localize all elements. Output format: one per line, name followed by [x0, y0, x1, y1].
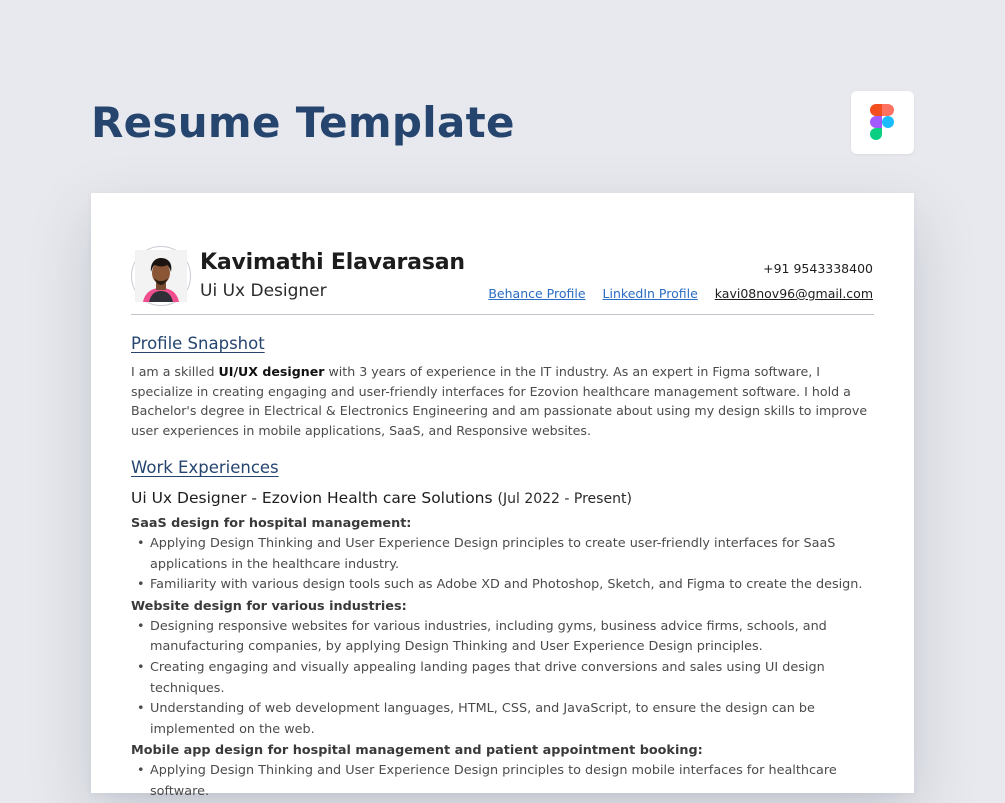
- group-list: [131, 534, 873, 596]
- group-title: SaaS design for hospital management:: [131, 516, 412, 531]
- avatar: [131, 246, 191, 306]
- list-item: • Familiarity with various design tools such as Adobe XD and Photoshop, Sketch, and Figma to create the design.: [150, 575, 873, 596]
- list-item: • Creating engaging and visually appealing landing pages that drive conversions and sales using UI design techniques.: [150, 658, 873, 699]
- person-role: Ui Ux Designer: [200, 281, 327, 301]
- job-title: [131, 487, 632, 510]
- person-name: Kavimathi Elavarasan: [200, 250, 465, 275]
- list-item: • Designing responsive websites for various industries, including gyms, business advice firms, schools, and manufacturing companies, by applying Design Thinking and User Experience Design principles.: [150, 617, 873, 658]
- figma-logo-icon: [870, 104, 894, 140]
- profile-text-bold: UI/UX designer: [218, 364, 325, 379]
- group-list: [131, 617, 873, 741]
- work-experiences-heading: Work Experiences: [131, 458, 279, 477]
- group-title: Mobile app design for hospital management and patient appointment booking:: [131, 743, 703, 759]
- linkedin-profile-link[interactable]: LinkedIn Profile: [602, 286, 698, 301]
- group-title: Website design for various industries:: [131, 598, 407, 614]
- job-title-text: Ui Ux Designer - Ezovion Health care Solutions: [131, 489, 493, 507]
- profile-summary: [131, 362, 873, 440]
- figma-badge: [851, 91, 914, 154]
- profile-text-end: with 3 years of experience in the IT industry. As an expert in Figma software, I specialize in creating engaging and user-friendly interfaces for Ezovion healthcare management software. I hold a Bachelor's degree in Electrical & Electronics Engineering and am passionate about using my design skills to improve user experiences in mobile applications, SaaS, and Responsive websites.: [131, 364, 868, 438]
- contact-links: [488, 285, 873, 303]
- profile-snapshot-heading: Profile Snapshot: [131, 334, 265, 353]
- list-item: • Applying Design Thinking and User Experience Design principles to create user-friendly interfaces for SaaS applications in the healthcare industry.: [150, 534, 873, 575]
- resume-sheet: [91, 193, 914, 799]
- job-period: (Jul 2022 - Present): [497, 491, 632, 507]
- behance-profile-link[interactable]: Behance Profile: [488, 286, 586, 301]
- profile-text-start: I am a skilled: [131, 364, 219, 379]
- page-title: Resume Template: [91, 98, 515, 147]
- header-divider: [131, 314, 874, 315]
- group-list: [131, 761, 873, 802]
- email-link[interactable]: kavi08nov96@gmail.com: [714, 286, 873, 301]
- work-details: [131, 513, 873, 803]
- list-item: • Applying Design Thinking and User Experience Design principles to design mobile interfaces for healthcare software.: [150, 761, 873, 802]
- avatar-photo: [135, 250, 187, 302]
- list-item: • Understanding of web development languages, HTML, CSS, and JavaScript, to ensure the design can be implemented on the web.: [150, 699, 873, 740]
- phone-number: +91 9543338400: [763, 261, 873, 276]
